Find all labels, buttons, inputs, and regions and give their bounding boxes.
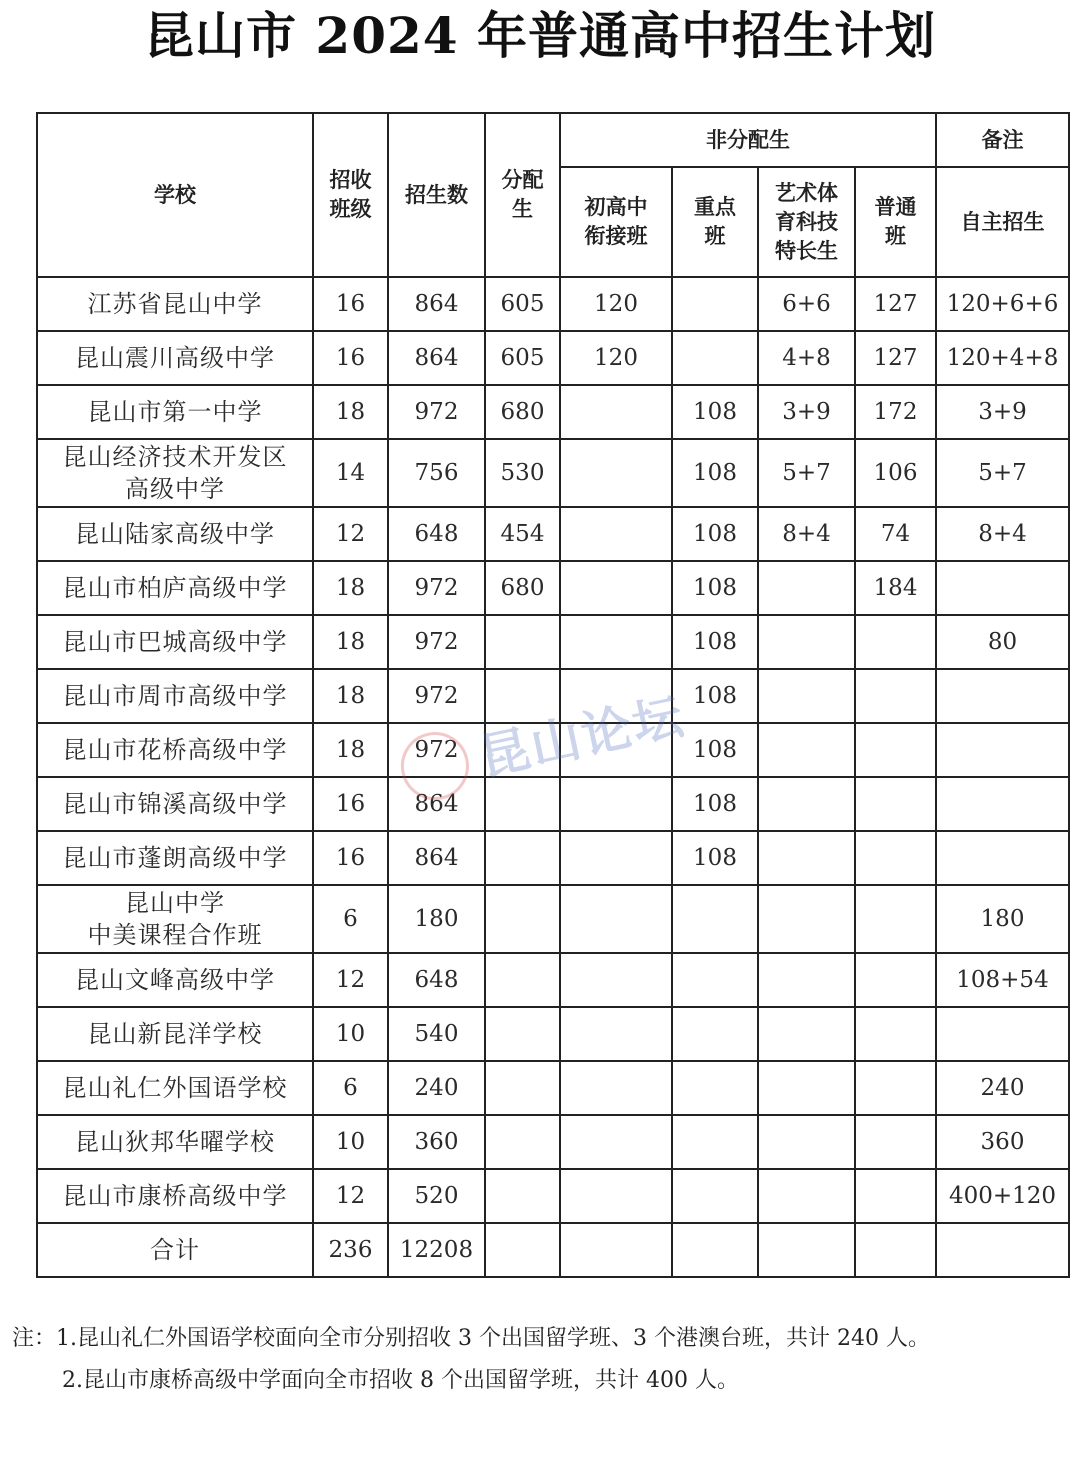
cell-enrollment: 972 bbox=[388, 723, 485, 777]
cell-allocated bbox=[485, 777, 560, 831]
cell-school: 昆山文峰高级中学 bbox=[37, 953, 313, 1007]
cell-regular-class: 172 bbox=[855, 385, 936, 439]
cell-arts-sports: 8+4 bbox=[758, 507, 855, 561]
cell-allocated: 530 bbox=[485, 439, 560, 507]
cell-regular-class bbox=[855, 1223, 936, 1277]
table-row bbox=[37, 669, 1069, 723]
cell-independent: 80 bbox=[936, 615, 1069, 669]
watermark-text: 昆山论坛 bbox=[474, 686, 690, 787]
cell-school: 昆山经济技术开发区 高级中学 bbox=[37, 439, 313, 507]
cell-junior-senior bbox=[560, 831, 672, 885]
cell-regular-class bbox=[855, 669, 936, 723]
cell-arts-sports bbox=[758, 1223, 855, 1277]
cell-allocated: 605 bbox=[485, 277, 560, 331]
cell-allocated bbox=[485, 953, 560, 1007]
cell-junior-senior: 120 bbox=[560, 331, 672, 385]
cell-regular-class bbox=[855, 615, 936, 669]
cell-arts-sports bbox=[758, 723, 855, 777]
cell-key-class bbox=[672, 1223, 758, 1277]
cell-junior-senior bbox=[560, 1169, 672, 1223]
cell-key-class: 108 bbox=[672, 831, 758, 885]
cell-independent: 120+6+6 bbox=[936, 277, 1069, 331]
header-remarks: 备注 bbox=[936, 113, 1069, 167]
header-allocated: 分配 生 bbox=[485, 113, 560, 277]
cell-enrollment: 360 bbox=[388, 1115, 485, 1169]
cell-key-class bbox=[672, 1007, 758, 1061]
table-row bbox=[37, 1061, 1069, 1115]
cell-independent: 400+120 bbox=[936, 1169, 1069, 1223]
cell-junior-senior bbox=[560, 777, 672, 831]
cell-junior-senior bbox=[560, 1223, 672, 1277]
table-row bbox=[37, 277, 1069, 331]
cell-school: 昆山市柏庐高级中学 bbox=[37, 561, 313, 615]
cell-arts-sports bbox=[758, 1169, 855, 1223]
cell-independent: 240 bbox=[936, 1061, 1069, 1115]
cell-junior-senior bbox=[560, 723, 672, 777]
table-row bbox=[37, 953, 1069, 1007]
cell-classes: 16 bbox=[313, 277, 388, 331]
table-row bbox=[37, 723, 1069, 777]
header-non-allocated: 非分配生 bbox=[560, 113, 936, 167]
cell-classes: 16 bbox=[313, 331, 388, 385]
cell-classes: 12 bbox=[313, 507, 388, 561]
cell-allocated: 680 bbox=[485, 561, 560, 615]
cell-enrollment: 972 bbox=[388, 561, 485, 615]
cell-allocated bbox=[485, 1061, 560, 1115]
header-regular-class: 普通 班 bbox=[855, 167, 936, 277]
cell-key-class bbox=[672, 1061, 758, 1115]
cell-independent: 8+4 bbox=[936, 507, 1069, 561]
cell-classes: 16 bbox=[313, 831, 388, 885]
cell-arts-sports bbox=[758, 1061, 855, 1115]
cell-key-class bbox=[672, 277, 758, 331]
cell-enrollment: 864 bbox=[388, 331, 485, 385]
cell-independent: 3+9 bbox=[936, 385, 1069, 439]
cell-regular-class bbox=[855, 831, 936, 885]
cell-regular-class: 184 bbox=[855, 561, 936, 615]
footnotes bbox=[12, 1318, 1072, 1402]
cell-allocated bbox=[485, 885, 560, 953]
cell-key-class bbox=[672, 331, 758, 385]
enrollment-plan-table bbox=[36, 112, 1070, 1278]
cell-regular-class: 127 bbox=[855, 277, 936, 331]
cell-enrollment: 240 bbox=[388, 1061, 485, 1115]
cell-enrollment: 972 bbox=[388, 385, 485, 439]
cell-classes: 18 bbox=[313, 615, 388, 669]
cell-independent bbox=[936, 777, 1069, 831]
cell-junior-senior bbox=[560, 885, 672, 953]
cell-school: 合计 bbox=[37, 1223, 313, 1277]
cell-classes: 12 bbox=[313, 953, 388, 1007]
cell-junior-senior: 120 bbox=[560, 277, 672, 331]
cell-school: 昆山市周市高级中学 bbox=[37, 669, 313, 723]
cell-independent bbox=[936, 723, 1069, 777]
cell-arts-sports bbox=[758, 1115, 855, 1169]
cell-school: 昆山礼仁外国语学校 bbox=[37, 1061, 313, 1115]
cell-school: 江苏省昆山中学 bbox=[37, 277, 313, 331]
cell-school: 昆山市锦溪高级中学 bbox=[37, 777, 313, 831]
cell-allocated bbox=[485, 723, 560, 777]
cell-key-class bbox=[672, 885, 758, 953]
cell-independent: 108+54 bbox=[936, 953, 1069, 1007]
cell-allocated bbox=[485, 1007, 560, 1061]
footnote-2: 2.昆山市康桥高级中学面向全市招收 8 个出国留学班，共计 400 人。 bbox=[62, 1368, 739, 1393]
cell-classes: 12 bbox=[313, 1169, 388, 1223]
cell-classes: 236 bbox=[313, 1223, 388, 1277]
header-classes: 招收 班级 bbox=[313, 113, 388, 277]
cell-enrollment: 972 bbox=[388, 669, 485, 723]
cell-classes: 18 bbox=[313, 669, 388, 723]
cell-school: 昆山市花桥高级中学 bbox=[37, 723, 313, 777]
header-enrollment: 招生数 bbox=[388, 113, 485, 277]
cell-key-class bbox=[672, 953, 758, 1007]
header-independent: 自主招生 bbox=[936, 167, 1069, 277]
cell-enrollment: 180 bbox=[388, 885, 485, 953]
cell-key-class bbox=[672, 1115, 758, 1169]
cell-classes: 10 bbox=[313, 1007, 388, 1061]
cell-allocated: 680 bbox=[485, 385, 560, 439]
cell-classes: 18 bbox=[313, 723, 388, 777]
cell-regular-class bbox=[855, 1115, 936, 1169]
cell-junior-senior bbox=[560, 953, 672, 1007]
header-school: 学校 bbox=[37, 113, 313, 277]
cell-regular-class: 74 bbox=[855, 507, 936, 561]
cell-independent bbox=[936, 669, 1069, 723]
cell-arts-sports bbox=[758, 953, 855, 1007]
cell-enrollment: 756 bbox=[388, 439, 485, 507]
cell-key-class: 108 bbox=[672, 439, 758, 507]
cell-school: 昆山狄邦华曜学校 bbox=[37, 1115, 313, 1169]
header-arts-sports: 艺术体 育科技 特长生 bbox=[758, 167, 855, 277]
cell-junior-senior bbox=[560, 507, 672, 561]
cell-independent: 5+7 bbox=[936, 439, 1069, 507]
table-row bbox=[37, 777, 1069, 831]
table-row bbox=[37, 331, 1069, 385]
cell-enrollment: 864 bbox=[388, 831, 485, 885]
table-row bbox=[37, 1115, 1069, 1169]
cell-arts-sports: 6+6 bbox=[758, 277, 855, 331]
cell-junior-senior bbox=[560, 1115, 672, 1169]
cell-allocated bbox=[485, 1169, 560, 1223]
cell-school: 昆山市康桥高级中学 bbox=[37, 1169, 313, 1223]
cell-regular-class bbox=[855, 953, 936, 1007]
cell-allocated bbox=[485, 831, 560, 885]
cell-regular-class: 127 bbox=[855, 331, 936, 385]
cell-key-class: 108 bbox=[672, 615, 758, 669]
cell-junior-senior bbox=[560, 439, 672, 507]
cell-junior-senior bbox=[560, 669, 672, 723]
cell-school: 昆山市蓬朗高级中学 bbox=[37, 831, 313, 885]
cell-school: 昆山新昆洋学校 bbox=[37, 1007, 313, 1061]
cell-allocated bbox=[485, 615, 560, 669]
cell-key-class: 108 bbox=[672, 385, 758, 439]
cell-school: 昆山震川高级中学 bbox=[37, 331, 313, 385]
cell-arts-sports bbox=[758, 831, 855, 885]
cell-enrollment: 648 bbox=[388, 507, 485, 561]
cell-school: 昆山市巴城高级中学 bbox=[37, 615, 313, 669]
cell-junior-senior bbox=[560, 1007, 672, 1061]
cell-regular-class bbox=[855, 885, 936, 953]
cell-regular-class: 106 bbox=[855, 439, 936, 507]
cell-allocated: 605 bbox=[485, 331, 560, 385]
table-row bbox=[37, 385, 1069, 439]
table-row bbox=[37, 439, 1069, 507]
cell-enrollment: 12208 bbox=[388, 1223, 485, 1277]
header-junior-senior: 初高中 衔接班 bbox=[560, 167, 672, 277]
cell-classes: 6 bbox=[313, 1061, 388, 1115]
cell-arts-sports bbox=[758, 1007, 855, 1061]
cell-key-class: 108 bbox=[672, 507, 758, 561]
cell-classes: 18 bbox=[313, 385, 388, 439]
cell-arts-sports: 3+9 bbox=[758, 385, 855, 439]
cell-independent: 360 bbox=[936, 1115, 1069, 1169]
table-row bbox=[37, 507, 1069, 561]
cell-independent: 180 bbox=[936, 885, 1069, 953]
table-row bbox=[37, 831, 1069, 885]
cell-regular-class bbox=[855, 1007, 936, 1061]
cell-enrollment: 520 bbox=[388, 1169, 485, 1223]
cell-classes: 10 bbox=[313, 1115, 388, 1169]
cell-regular-class bbox=[855, 1169, 936, 1223]
cell-key-class: 108 bbox=[672, 669, 758, 723]
cell-arts-sports: 4+8 bbox=[758, 331, 855, 385]
cell-independent bbox=[936, 1223, 1069, 1277]
cell-arts-sports bbox=[758, 561, 855, 615]
cell-enrollment: 864 bbox=[388, 777, 485, 831]
cell-classes: 16 bbox=[313, 777, 388, 831]
cell-independent bbox=[936, 561, 1069, 615]
cell-allocated bbox=[485, 1115, 560, 1169]
table-row bbox=[37, 561, 1069, 615]
cell-enrollment: 540 bbox=[388, 1007, 485, 1061]
cell-arts-sports bbox=[758, 885, 855, 953]
cell-arts-sports: 5+7 bbox=[758, 439, 855, 507]
cell-key-class: 108 bbox=[672, 561, 758, 615]
cell-allocated bbox=[485, 669, 560, 723]
cell-classes: 6 bbox=[313, 885, 388, 953]
cell-independent bbox=[936, 831, 1069, 885]
cell-regular-class bbox=[855, 723, 936, 777]
cell-allocated bbox=[485, 1223, 560, 1277]
cell-key-class: 108 bbox=[672, 777, 758, 831]
header-key-class: 重点 班 bbox=[672, 167, 758, 277]
cell-regular-class bbox=[855, 1061, 936, 1115]
table-body bbox=[37, 277, 1069, 1277]
cell-allocated: 454 bbox=[485, 507, 560, 561]
cell-enrollment: 864 bbox=[388, 277, 485, 331]
table-row-total bbox=[37, 1223, 1069, 1277]
table-header bbox=[37, 113, 1069, 277]
cell-junior-senior bbox=[560, 385, 672, 439]
cell-junior-senior bbox=[560, 561, 672, 615]
cell-junior-senior bbox=[560, 1061, 672, 1115]
page-title: 昆山市 2024 年普通高中招生计划 bbox=[144, 6, 936, 65]
table-row bbox=[37, 1007, 1069, 1061]
cell-classes: 14 bbox=[313, 439, 388, 507]
cell-school: 昆山中学 中美课程合作班 bbox=[37, 885, 313, 953]
cell-arts-sports bbox=[758, 777, 855, 831]
table-row bbox=[37, 615, 1069, 669]
cell-independent bbox=[936, 1007, 1069, 1061]
cell-junior-senior bbox=[560, 615, 672, 669]
cell-arts-sports bbox=[758, 669, 855, 723]
cell-arts-sports bbox=[758, 615, 855, 669]
cell-school: 昆山市第一中学 bbox=[37, 385, 313, 439]
cell-enrollment: 648 bbox=[388, 953, 485, 1007]
cell-independent: 120+4+8 bbox=[936, 331, 1069, 385]
cell-key-class: 108 bbox=[672, 723, 758, 777]
cell-key-class bbox=[672, 1169, 758, 1223]
footnote-1: 注：1.昆山礼仁外国语学校面向全市分别招收 3 个出国留学班、3 个港澳台班，共计 240 人。 bbox=[12, 1326, 930, 1351]
table-row bbox=[37, 1169, 1069, 1223]
cell-enrollment: 972 bbox=[388, 615, 485, 669]
cell-regular-class bbox=[855, 777, 936, 831]
table-row bbox=[37, 885, 1069, 953]
cell-school: 昆山陆家高级中学 bbox=[37, 507, 313, 561]
cell-classes: 18 bbox=[313, 561, 388, 615]
